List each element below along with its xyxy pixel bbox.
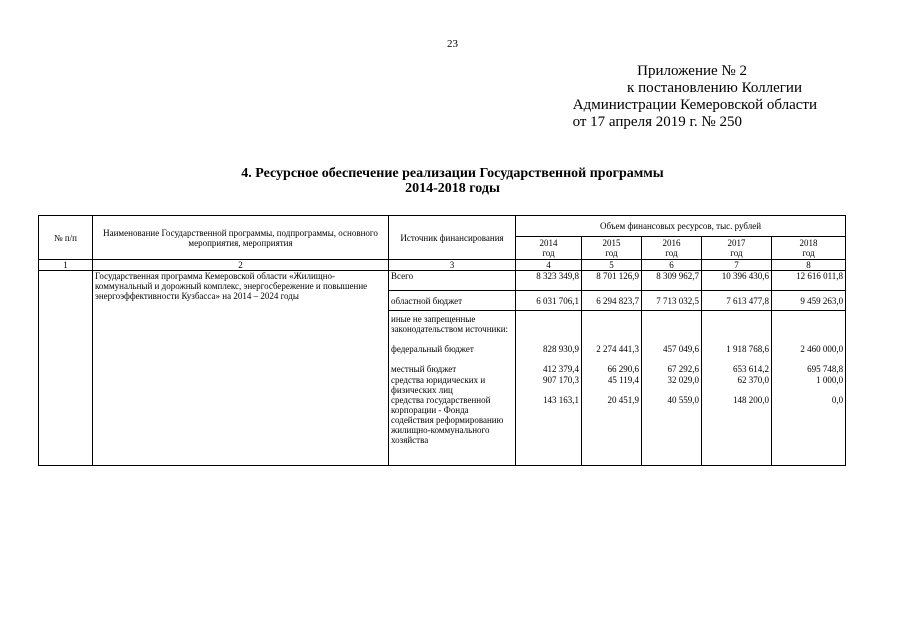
- column-number-8: 8: [772, 260, 846, 271]
- value-cell: 143 163,1: [543, 395, 579, 405]
- value-cell: 828 930,9: [543, 344, 579, 354]
- header-year-2016: [642, 237, 702, 260]
- source-item: иные не запрещенные законодательством источники:: [391, 314, 509, 334]
- source-item: средства юридических и физических лиц: [391, 375, 486, 395]
- appendix-line-1: Приложение № 2: [637, 63, 747, 79]
- value-cell: 1 918 768,6: [726, 344, 769, 354]
- source-item: средства государственной корпорации - Фонда содействия реформированию жилищно-коммунального хозяйства: [391, 395, 504, 445]
- row-number-cell: [39, 271, 93, 466]
- value-cell: 8 323 349,8: [516, 271, 582, 291]
- year-unit: год: [542, 248, 555, 258]
- value-cell: 9 459 263,0: [772, 291, 846, 311]
- value-cell: 66 290,6: [607, 364, 639, 374]
- header-volume: Объем финансовых ресурсов, тыс. рублей: [516, 216, 846, 237]
- column-number-2: 2: [93, 260, 389, 271]
- table-row: [39, 271, 846, 291]
- value-cell: 412 379,4: [543, 364, 579, 374]
- value-column-2016: [642, 311, 702, 466]
- column-number-3: 3: [389, 260, 516, 271]
- appendix-line-3: Администрации Кемеровской области: [572, 97, 817, 113]
- source-cell: Всего: [389, 271, 516, 291]
- year-label: 2014: [539, 238, 558, 248]
- value-cell: 148 200,0: [733, 395, 769, 405]
- value-cell: 10 396 430,6: [702, 271, 772, 291]
- header-name: Наименование Государственной программы, подпрограммы, основного мероприятия, мероприятия: [93, 216, 389, 260]
- source-item: местный бюджет: [391, 364, 457, 374]
- value-column-2014: [516, 311, 582, 466]
- value-cell: 907 170,3: [543, 375, 579, 385]
- year-label: 2016: [662, 238, 681, 248]
- value-column-2015: [582, 311, 642, 466]
- value-cell: 2 460 000,0: [800, 344, 844, 354]
- year-label: 2015: [602, 238, 621, 248]
- value-cell: 20 451,9: [607, 395, 639, 405]
- header-source: Источник финансирования: [389, 216, 516, 260]
- value-cell: 6 294 823,7: [582, 291, 642, 311]
- source-cell: областной бюджет: [389, 291, 516, 311]
- value-cell: 653 614,2: [733, 364, 769, 374]
- value-cell: 62 370,0: [737, 375, 769, 385]
- resource-table: [38, 215, 846, 466]
- value-cell: 2 274 441,3: [596, 344, 639, 354]
- value-cell: 45 119,4: [607, 375, 639, 385]
- value-cell: 40 559,0: [667, 395, 699, 405]
- value-cell: 7 713 032,5: [642, 291, 702, 311]
- value-cell: 67 292,6: [667, 364, 699, 374]
- title-line-2: 2014-2018 годы: [405, 181, 500, 196]
- value-cell: 695 748,8: [807, 364, 844, 374]
- year-label: 2017: [727, 238, 746, 248]
- column-number-4: 4: [516, 260, 582, 271]
- column-number-5: 5: [582, 260, 642, 271]
- appendix-line-2: к постановлению Коллегии: [627, 80, 802, 96]
- value-cell: 8 701 126,9: [582, 271, 642, 291]
- value-column-2017: [702, 311, 772, 466]
- page-number: 23: [447, 38, 458, 50]
- column-number-1: 1: [39, 260, 93, 271]
- program-name: Государственная программа Кемеровской области «Жилищно-коммунальный и дорожный комплекс, энергосбережение и повышение энергоэффективности Кузбасса» на 2014 – 2024 годы: [93, 271, 389, 466]
- year-label: 2018: [799, 238, 818, 248]
- value-cell: 0,0: [831, 395, 844, 405]
- value-cell: 7 613 477,8: [702, 291, 772, 311]
- value-cell: 32 029,0: [667, 375, 699, 385]
- value-cell: 457 049,6: [663, 344, 699, 354]
- year-unit: год: [802, 248, 815, 258]
- year-unit: год: [605, 248, 618, 258]
- header-year-2014: [516, 237, 582, 260]
- column-number-7: 7: [702, 260, 772, 271]
- source-item: федеральный бюджет: [391, 344, 474, 354]
- title-line-1: 4. Ресурсное обеспечение реализации Государственной программы: [241, 166, 664, 181]
- value-cell: 12 616 011,8: [772, 271, 846, 291]
- column-number-6: 6: [642, 260, 702, 271]
- header-year-2015: [582, 237, 642, 260]
- header-year-2018: [772, 237, 846, 260]
- source-list-cell: [389, 311, 516, 466]
- appendix-header: [520, 63, 865, 131]
- value-cell: 6 031 706,1: [516, 291, 582, 311]
- header-number: № п/п: [39, 216, 93, 260]
- value-cell: 8 309 962,7: [642, 271, 702, 291]
- year-unit: год: [665, 248, 678, 258]
- appendix-line-4: от 17 апреля 2019 г. № 250: [572, 114, 742, 130]
- document-title: [0, 166, 905, 196]
- header-year-2017: [702, 237, 772, 260]
- value-column-2018: [772, 311, 846, 466]
- year-unit: год: [730, 248, 743, 258]
- value-cell: 1 000,0: [816, 375, 844, 385]
